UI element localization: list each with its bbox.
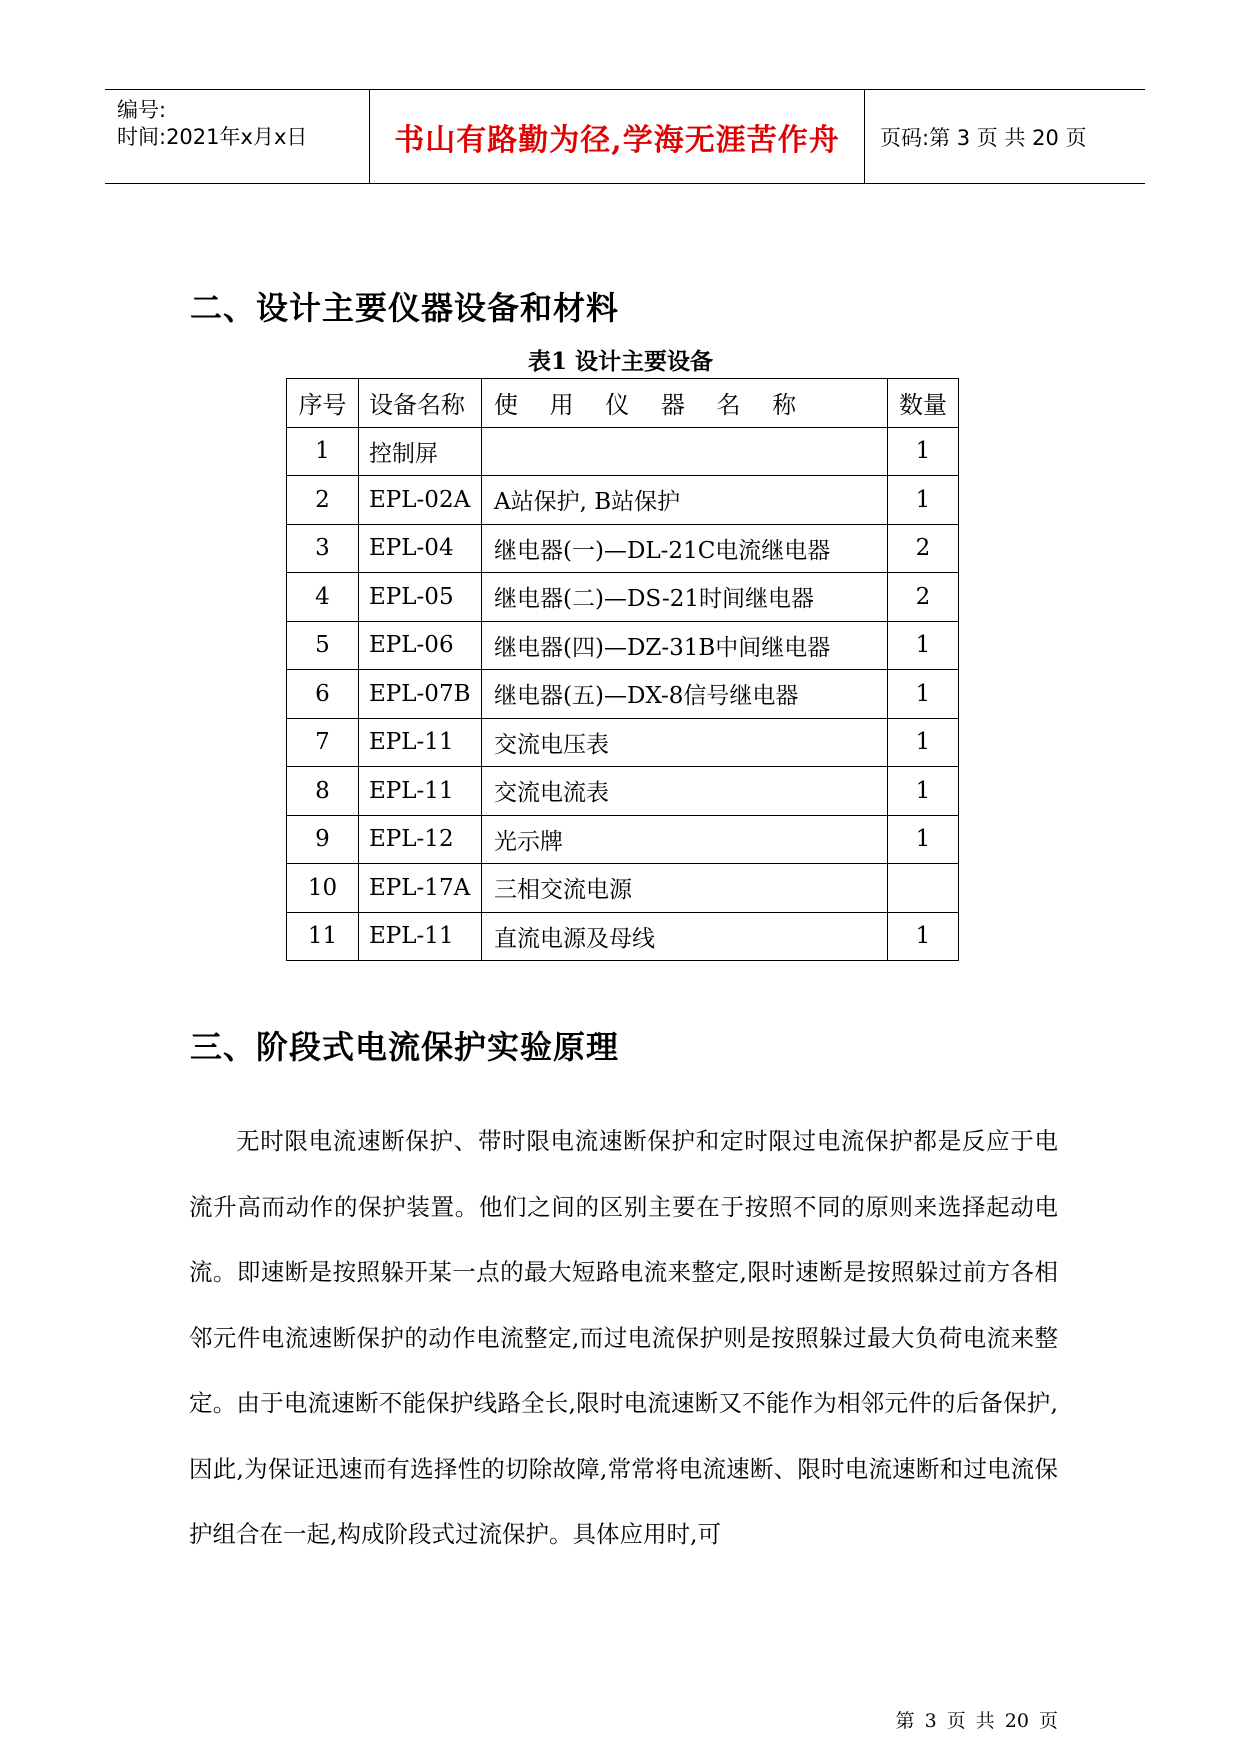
row-model: EPL-05 [359,573,482,622]
page-header [105,89,1145,184]
table-row [287,573,959,622]
motto: 书山有路勤为径,学海无涯苦作舟 [394,122,840,158]
row-instrument: 光示牌 [482,815,888,864]
row-qty: 1 [888,621,959,670]
section3-heading: 三、阶段式电流保护实验原理 [190,1028,620,1066]
row-instrument: 继电器(二)—DS-21时间继电器 [482,573,888,622]
row-qty: 1 [888,815,959,864]
row-qty: 1 [888,912,959,961]
row-instrument: 交流电流表 [482,767,888,816]
row-no: 5 [287,621,359,670]
equipment-table [286,378,959,961]
table-row [287,476,959,525]
table-row [287,815,959,864]
row-qty: 1 [888,476,959,525]
row-no: 11 [287,912,359,961]
row-model: EPL-11 [359,767,482,816]
row-instrument: 交流电压表 [482,718,888,767]
row-qty: 1 [888,718,959,767]
table-row [287,864,959,913]
time-label: 时间:2021年x月x日 [117,125,308,149]
table-row [287,718,959,767]
row-model: EPL-11 [359,718,482,767]
row-qty: 2 [888,524,959,573]
row-qty: 1 [888,767,959,816]
row-model: EPL-11 [359,912,482,961]
page-footer: 第 3 页 共 20 页 [895,1710,1058,1732]
row-no: 1 [287,427,359,476]
table-row [287,912,959,961]
table-header-row [287,379,959,428]
header-model: 设备名称 [359,379,482,428]
table-row [287,767,959,816]
header-qty: 数量 [888,379,959,428]
row-instrument: 继电器(五)—DX-8信号继电器 [482,670,888,719]
row-qty [888,864,959,913]
table-row [287,427,959,476]
row-model: 控制屏 [359,427,482,476]
row-instrument [482,427,888,476]
section2-heading: 二、设计主要仪器设备和材料 [190,289,620,327]
row-no: 8 [287,767,359,816]
table-row [287,524,959,573]
row-no: 3 [287,524,359,573]
table-caption: 表1 设计主要设备 [527,348,713,375]
row-instrument: A站保护, B站保护 [482,476,888,525]
row-model: EPL-02A [359,476,482,525]
row-instrument: 三相交流电源 [482,864,888,913]
row-no: 9 [287,815,359,864]
row-qty: 1 [888,670,959,719]
header-meta-cell [105,90,370,183]
header-motto-cell [370,90,865,183]
row-model: EPL-12 [359,815,482,864]
row-no: 4 [287,573,359,622]
row-instrument: 继电器(一)—DL-21C电流继电器 [482,524,888,573]
row-model: EPL-06 [359,621,482,670]
page-info: 页码:第 3 页 共 20 页 [880,125,1087,150]
row-instrument: 继电器(四)—DZ-31B中间继电器 [482,621,888,670]
header-no: 序号 [287,379,359,428]
row-no: 2 [287,476,359,525]
number-label: 编号: [117,98,167,122]
table-row [287,670,959,719]
row-model: EPL-17A [359,864,482,913]
header-instrument: 使 用 仪 器 名 称 [482,379,888,428]
row-no: 10 [287,864,359,913]
row-no: 7 [287,718,359,767]
table-row [287,621,959,670]
row-no: 6 [287,670,359,719]
row-model: EPL-04 [359,524,482,573]
row-model: EPL-07B [359,670,482,719]
row-qty: 1 [888,427,959,476]
header-page-cell [865,90,1145,183]
row-instrument: 直流电源及母线 [482,912,888,961]
body-paragraph: 无时限电流速断保护、带时限电流速断保护和定时限过电流保护都是反应于电流升高而动作的保护装置。他们之间的区别主要在于按照不同的原则来选择起动电流。即速断是按照躲开某一点的最大短路电流来整定,限时速断是按照躲过前方各相邻元件电流速断保护的动作电流整定,而过电流保护则是按照躲过最大负荷电流来整定。由于电流速断不能保护线路全长,限时电流速断又不能作为相邻元件的后备保护,因此,为保证迅速而有选择性的切除故障,常常将电流速断、限时电流速断和过电流保护组合在一起,构成阶段式过流保护。具体应用时,可 [189,1127,1058,1548]
row-qty: 2 [888,573,959,622]
